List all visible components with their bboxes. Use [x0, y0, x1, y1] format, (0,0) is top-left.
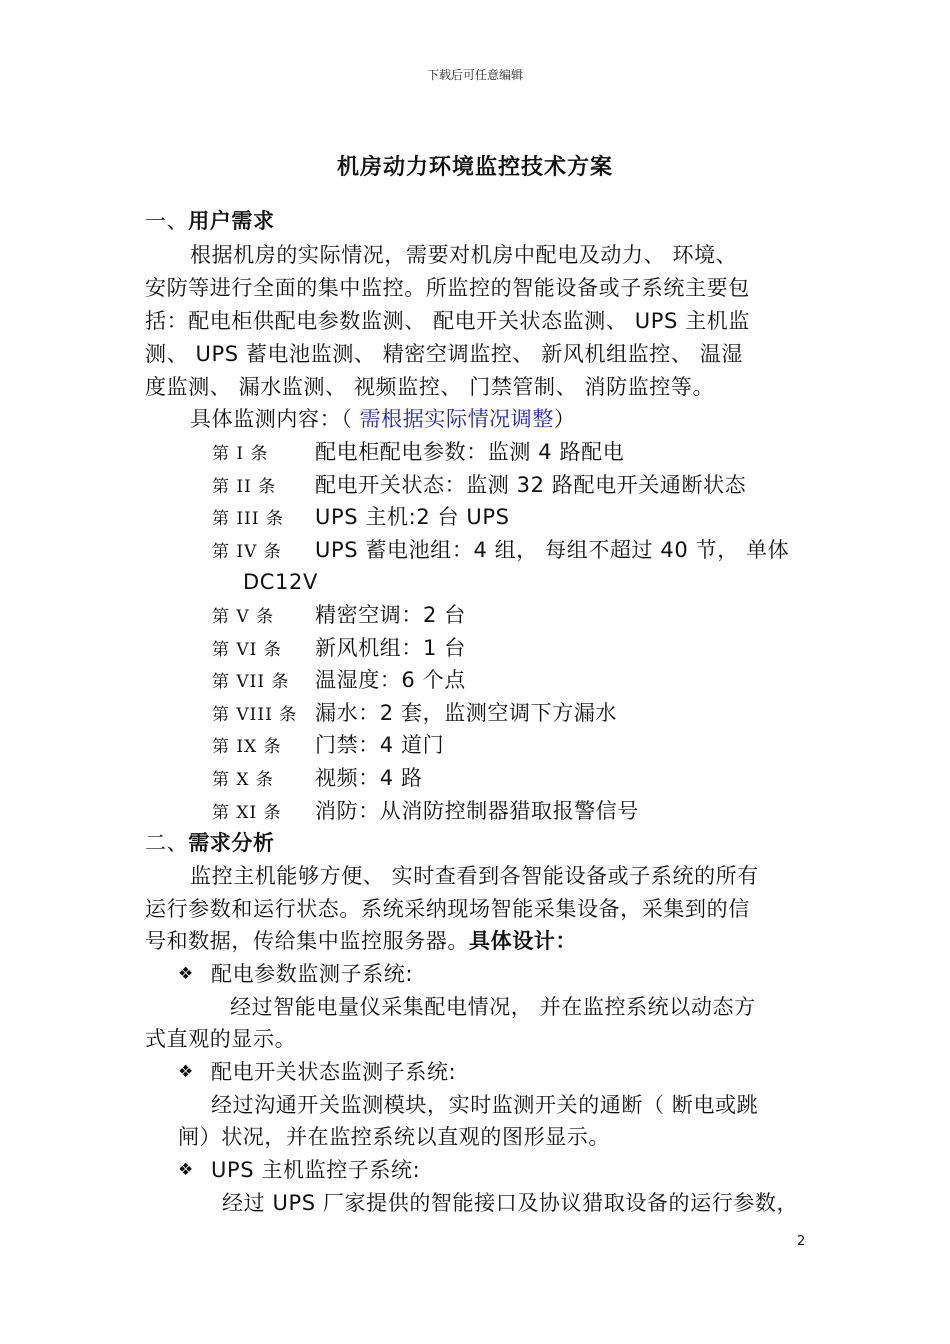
- detail-prefix: 具体监测内容：（: [190, 407, 360, 431]
- document-title: 机房动力环境监控技术方案: [336, 155, 613, 180]
- item-label: 第 VIII 条: [212, 705, 298, 725]
- item-label: 第 X 条: [212, 770, 274, 790]
- item-label: 第 IV 条: [212, 542, 282, 562]
- list-item: [212, 599, 466, 633]
- item-text: UPS 蓄电池组：4 组， 每组不超过 40 节， 单体: [315, 538, 790, 562]
- paragraph-line: 根据机房的实际情况，需要对机房中配电及动力、 环境、: [190, 243, 738, 267]
- subsystem-title: 配电开关状态监测子系统:: [211, 1060, 457, 1084]
- list-item: [212, 632, 466, 666]
- section-heading-2: [145, 827, 275, 859]
- item-label: 第 VI 条: [212, 640, 282, 660]
- list-item: [212, 664, 466, 698]
- section-title: 用户需求: [188, 209, 275, 233]
- item-text: DC12V: [243, 570, 318, 594]
- diamond-bullet-icon: ❖: [178, 1062, 194, 1082]
- detail-suffix: ）: [553, 407, 576, 431]
- section-number: 一、: [145, 209, 189, 233]
- diamond-bullet-icon: ❖: [178, 964, 194, 984]
- item-label: 第 VII 条: [212, 672, 290, 692]
- paragraph-line: 度监测、 漏水监测、 视频监控、 门禁管制、 消防监控等。: [145, 375, 715, 399]
- item-text: 门禁：4 道门: [315, 733, 445, 757]
- item-text: 新风机组：1 台: [315, 636, 466, 660]
- list-item: [212, 795, 639, 829]
- subsystem-title: 配电参数监测子系统:: [211, 962, 414, 986]
- paragraph-line: 运行参数和运行状态。系统采纳现场智能采集设备，采集到的信: [145, 897, 750, 921]
- section-title: 需求分析: [188, 831, 275, 855]
- item-text: 配电开关状态：监测 32 路配电开关通断状态: [315, 473, 747, 497]
- item-label: 第 II 条: [212, 477, 277, 497]
- list-item-continuation: [243, 566, 318, 598]
- paragraph-line: 安防等进行全面的集中监控。所监控的智能设备或子系统主要包: [145, 276, 750, 300]
- item-label: 第 IX 条: [212, 737, 282, 757]
- page-header: 下载后可任意编辑: [426, 68, 523, 82]
- paragraph-line: 闸）状况，并在监控系统以直观的图形显示。: [178, 1125, 610, 1149]
- item-label: 第 III 条: [212, 509, 284, 529]
- paragraph-line: 括：配电柜供配电参数监测、 配电开关状态监测、 UPS 主机监: [145, 309, 750, 333]
- paragraph-text: 号和数据，传给集中监控服务器。: [145, 929, 469, 953]
- list-item: [212, 501, 510, 535]
- list-item: [212, 436, 624, 470]
- paragraph-line: [145, 925, 577, 957]
- item-text: 漏水：2 套，监测空调下方漏水: [315, 701, 618, 725]
- section-number: 二、: [145, 831, 189, 855]
- item-text: 视频：4 路: [315, 766, 423, 790]
- paragraph-line: 测、 UPS 蓄电池监测、 精密空调监控、 新风机组监控、 温湿: [145, 342, 743, 366]
- paragraph-line: 经过 UPS 厂家提供的智能接口及协议猎取设备的运行参数，: [222, 1191, 799, 1215]
- item-label: 第 XI 条: [212, 803, 282, 823]
- list-item: [212, 697, 617, 731]
- list-item: [212, 469, 746, 503]
- item-text: UPS 主机:2 台 UPS: [315, 505, 510, 529]
- subsystem-title: UPS 主机监控子系统:: [211, 1158, 421, 1182]
- paragraph-bold-text: 具体设计：: [469, 929, 577, 953]
- paragraph-line: 经过智能电量仪采集配电情况， 并在监控系统以动态方: [230, 995, 756, 1019]
- page-number: 2: [797, 1234, 806, 1249]
- paragraph-line: 监控主机能够方便、 实时查看到各智能设备或子系统的所有: [190, 864, 759, 888]
- item-text: 配电柜配电参数：监测 4 路配电: [315, 440, 625, 464]
- paragraph-line: 式直观的显示。: [145, 1027, 297, 1051]
- item-text: 温湿度：6 个点: [315, 668, 466, 692]
- detail-note: 需根据实际情况调整: [359, 407, 554, 431]
- diamond-bullet-icon: ❖: [178, 1160, 194, 1180]
- list-item: [212, 729, 444, 763]
- item-label: 第 V 条: [212, 607, 275, 627]
- detail-intro: [190, 403, 576, 435]
- section-heading-1: [145, 205, 275, 237]
- item-label: 第 I 条: [212, 444, 269, 464]
- paragraph-line: 经过沟通开关监测模块，实时监测开关的通断（ 断电或跳: [211, 1093, 759, 1117]
- list-item: [212, 534, 789, 568]
- item-text: 精密空调：2 台: [315, 603, 466, 627]
- item-text: 消防：从消防控制器猎取报警信号: [315, 799, 639, 823]
- list-item: [212, 762, 423, 796]
